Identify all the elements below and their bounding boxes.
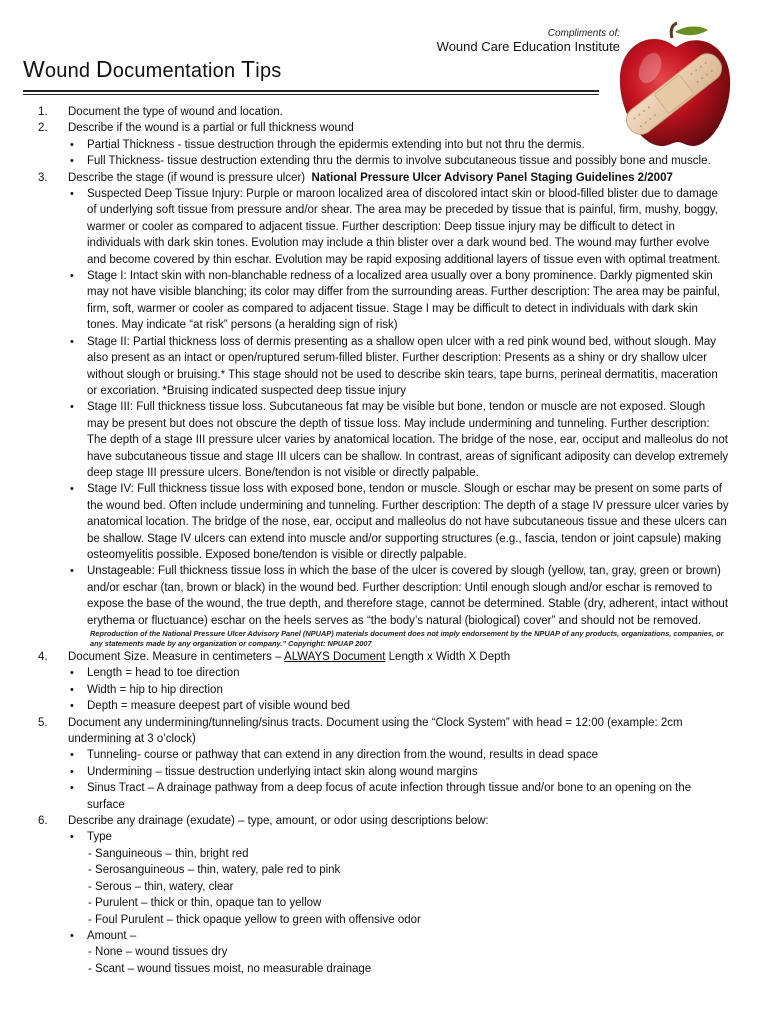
sub-item: - Scant – wound tissues moist, no measurable drainage bbox=[88, 962, 372, 975]
bullet-item: • Amount – bbox=[18, 928, 730, 944]
sub-item: - Foul Purulent – thick opaque yellow to green with offensive odor bbox=[88, 913, 421, 926]
tips-list bbox=[18, 104, 730, 977]
page-title bbox=[23, 56, 281, 83]
bullet-item: • Partial Thickness - tissue destruction through the epidermis extending into but not thru the dermis. bbox=[18, 137, 730, 153]
item-number: 3. bbox=[38, 171, 48, 184]
bullet-item: • Unstageable: Full thickness tissue loss in which the base of the ulcer is covered by slough (yellow, tan, gray, green or brown) and/or eschar (tan, brown or black) in the wound bed. Further description: Until enough slough and/or eschar is removed to expose the base of the wound, the true depth, and therefore stage, cannot be determined. Stable (dry, adherent, intact without erythema or fluctuance) eschar on the heels serves as “the body’s natural (biological) cover” and should not be removed. bbox=[18, 563, 730, 629]
staging-guidelines-heading: National Pressure Ulcer Advisory Panel Staging Guidelines 2/2007 bbox=[311, 171, 673, 184]
title-letter: D bbox=[95, 56, 113, 82]
bullet-item: • Full Thickness- tissue destruction extending thru the dermis to involve subcutaneous tissue and possibly bone and muscle. bbox=[18, 153, 730, 169]
sub-item: - None – wound tissues dry bbox=[88, 946, 228, 959]
sub-item: - Sanguineous – thin, bright red bbox=[88, 847, 249, 860]
item-number: 1. bbox=[38, 106, 48, 118]
list-item bbox=[18, 104, 730, 120]
item-number: 2. bbox=[38, 122, 48, 135]
bullet-item: • Suspected Deep Tissue Injury: Purple or maroon localized area of discolored intact skin or blood-filled blister due to damage of underlying soft tissue from pressure and/or shear. The area may be preceded by tissue that is painful, firm, mushy, boggy, warmer or cooler as compared to adjacent tissue. Further description: Deep tissue injury may be difficult to detect in individuals with dark skin tones. Evolution may include a thin blister over a dark wound bed. The wound may further evolve and become covered by thin eschar. Evolution may be rapid exposing additional layers of tissue even with optimal treatment. bbox=[18, 186, 730, 268]
bullet-item: • Stage II: Partial thickness loss of dermis presenting as a shallow open ulcer with a red pink wound bed, without slough. May also present as an intact or open/ruptured serum-filled blister. Further description: Presents as a shiny or dry shallow ulcer without slough or bruising.* This stage should not be used to describe skin tears, tape burns, perineal dermatitis, maceration or excoriation. *Bruising indicated suspected deep tissue injury bbox=[18, 334, 730, 400]
item-number: 4. bbox=[38, 651, 48, 663]
list-item bbox=[18, 170, 730, 186]
item-text: Length x Width X Depth bbox=[385, 651, 511, 663]
list-item bbox=[18, 813, 730, 829]
bullet-item: • Type bbox=[18, 829, 730, 845]
npuap-copyright-notice: Reproduction of the National Pressure Ulcer Advisory Panel (NPUAP) materials document does not imply endorsement by the NPUAP of any products, organizations, companies, or any statements made by any organization or company.” Copyright: NPUAP 2007 bbox=[90, 629, 724, 648]
title-letter: W bbox=[23, 56, 45, 82]
bullet-item: • Depth = measure deepest part of visible wound bed bbox=[18, 698, 730, 714]
list-item bbox=[18, 120, 730, 136]
item-text: Describe any drainage (exudate) – type, amount, or odor using descriptions below: bbox=[68, 815, 489, 828]
bullet-item: • Stage III: Full thickness tissue loss. Subcutaneous fat may be visible but bone, tendon or muscle are not exposed. Slough may be present but does not obscure the depth of tissue loss. May include undermining and tunneling. Further description: The depth of a stage III pressure ulcer varies by anatomical location. The bridge of the nose, ear, occiput and malleolus do not have subcutaneous tissue and stage III ulcers can be shallow. In contrast, areas of significant adiposity can develop extremely deep stage III pressure ulcers. Bone/tendon is not visible or directly palpable. bbox=[18, 399, 730, 481]
title-part: ound bbox=[44, 60, 96, 82]
item-text-underlined: ALWAYS Document bbox=[284, 651, 386, 663]
item-number: 5. bbox=[38, 716, 48, 729]
list-item bbox=[18, 649, 730, 665]
item-text: Describe the stage (if wound is pressure ulcer) bbox=[68, 171, 306, 184]
item-number: 6. bbox=[38, 815, 48, 828]
title-rule-thick bbox=[23, 90, 599, 92]
bullet-item: • Length = head to toe direction bbox=[18, 665, 730, 681]
sub-item: - Purulent – thick or thin, opaque tan to yellow bbox=[88, 897, 322, 910]
sub-item: - Serosanguineous – thin, watery, pale red to pink bbox=[88, 864, 341, 877]
title-part: ocumentation bbox=[112, 60, 242, 82]
list-item bbox=[18, 715, 730, 748]
sub-item: - Serous – thin, watery, clear bbox=[88, 880, 234, 893]
bullet-item: • Tunneling- course or pathway that can extend in any direction from the wound, results in dead space bbox=[18, 747, 730, 763]
bullet-item: • Stage IV: Full thickness tissue loss with exposed bone, tendon or muscle. Slough or eschar may be present on some parts of the wound bed. Often include undermining and tunneling. Further description: The depth of a stage IV pressure ulcer varies by anatomical location. The bridge of the nose, ear, occiput and malleolus do not have subcutaneous tissue and these ulcers can be shallow. Stage IV ulcers can extend into muscle and/or supporting structures (e.g., fascia, tendon or joint capsule) making osteomyelitis possible. Exposed bone/tendon is visible or directly palpable. bbox=[18, 481, 730, 563]
bullet-item: • Stage I: Intact skin with non-blanchable redness of a localized area usually over a bony prominence. Darkly pigmented skin may not have visible blanching; its color may differ from the surrounding areas. Further description: The area may be painful, firm, soft, warmer or cooler as compared to adjacent tissue. Stage I may be difficult to detect in individuals with dark skin tones. May indicate “at risk” persons (a heralding sign of risk) bbox=[18, 268, 730, 334]
title-part: ips bbox=[255, 60, 282, 82]
bullet-item: • Sinus Tract – A drainage pathway from a deep focus of acute infection through tissue and/or bone to an opening on the surface bbox=[18, 780, 730, 813]
bullet-item: • Width = hip to hip direction bbox=[18, 682, 730, 698]
institute-name: Wound Care Education Institute bbox=[436, 39, 620, 54]
item-text: Document any undermining/tunneling/sinus tracts. Document using the “Clock System” with head = 12:00 (example: 2cm undermining at 3 o’clock) bbox=[68, 716, 683, 746]
compliments-label: Compliments of: bbox=[547, 28, 620, 39]
item-text: Document the type of wound and location. bbox=[68, 106, 283, 118]
item-text: Document Size. Measure in centimeters – bbox=[68, 651, 285, 663]
bullet-item: • Undermining – tissue destruction underlying intact skin along wound margins bbox=[18, 764, 730, 780]
title-letter: T bbox=[241, 56, 256, 82]
item-text: Describe if the wound is a partial or full thickness wound bbox=[68, 122, 354, 135]
title-rule-thin bbox=[23, 94, 599, 95]
